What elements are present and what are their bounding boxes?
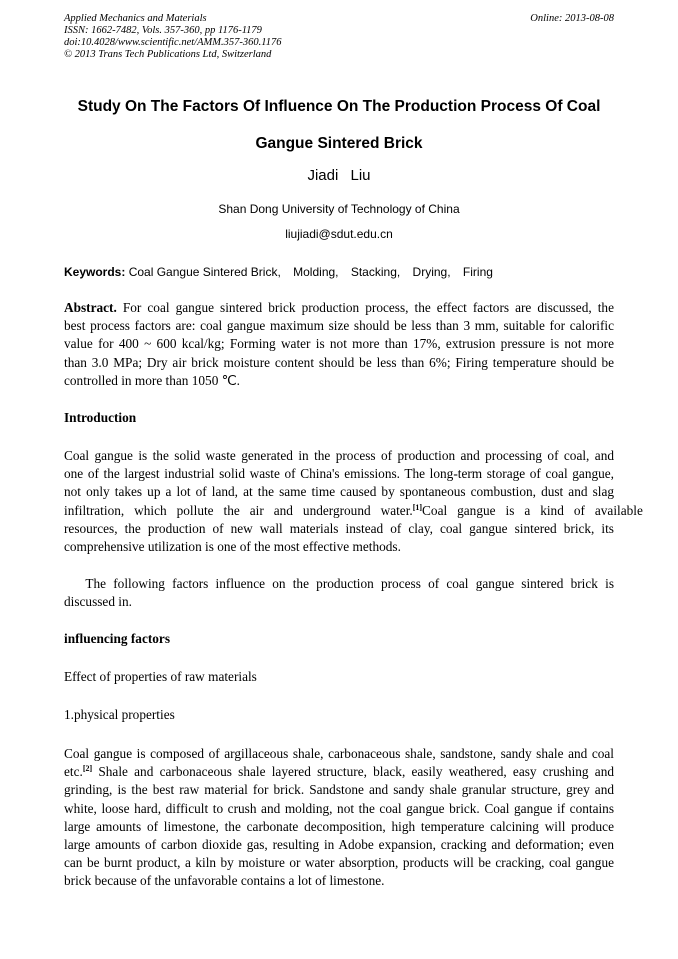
paragraph-line: The following factors influence on the production process of coal gangue sintered brick is — [64, 576, 614, 591]
abstract-line: than 3.0 MPa; Dry air brick moisture content should be less than 6%; Firing temperature should be — [64, 354, 614, 370]
abstract-paragraph — [64, 299, 614, 390]
keyword: Firing — [462, 265, 493, 279]
abstract-line: value for 400 ~ 600 kcal/kg; Forming water is not more than 17%, extrusion pressure is not more — [64, 336, 614, 352]
paragraph-line: brick because of the unfavorable contains a lot of limestone. — [64, 873, 385, 889]
paragraph-line: grinding, is the best raw material for brick. Sandstone and sandy shale granular structure, grey and — [64, 782, 614, 798]
author-affiliation: Shan Dong University of Technology of China — [218, 202, 460, 216]
paper-title — [40, 88, 638, 162]
keyword: Stacking, — [350, 265, 401, 279]
abstract-label: Abstract. — [64, 300, 117, 315]
intro-paragraph-1 — [64, 447, 643, 556]
line-text: Shale and carbonaceous shale layered structure, black, easily weathered, easy crushing and — [92, 764, 614, 780]
subsection-physical-properties: 1.physical properties — [64, 707, 175, 722]
keyword: Molding, — [293, 265, 339, 279]
abstract-line — [64, 299, 614, 317]
keyword: Coal Gangue Sintered Brick, — [128, 265, 281, 279]
physical-properties-paragraph — [64, 745, 614, 891]
paragraph-line: Coal gangue is composed of argillaceous shale, carbonaceous shale, sandstone, sandy shale and coal — [64, 746, 614, 761]
paragraph-line: white, loose hard, difficult to crush and molding, not the coal gangue brick. Coal gangue if contains — [64, 800, 614, 816]
citation-ref: [1] — [412, 502, 423, 512]
paragraph-line — [64, 502, 643, 520]
subsection-raw-materials: Effect of properties of raw materials — [64, 669, 257, 684]
section-heading-introduction: Introduction — [64, 410, 137, 425]
keywords-line — [64, 265, 614, 279]
keyword: Drying, — [412, 265, 451, 279]
paragraph-line — [64, 763, 614, 781]
abstract-line: best process factors are: coal gangue maximum size should be less than 3 mm, suitable for calorific — [64, 318, 614, 334]
doi-line: doi:10.4028/www.scientific.net/AMM.357-360.1176 — [64, 37, 282, 48]
author-name: Jiadi Liu — [307, 167, 371, 184]
line-text: infiltration, which pollute the air and underground water. — [64, 502, 413, 518]
title-line-1: Study On The Factors Of Influence On The Production Process Of Coal — [77, 98, 601, 115]
paragraph-line: large amounts of limestone, the carbonate decomposition, high temperature calcining will produce — [64, 818, 614, 834]
author-email: liujiadi@sdut.edu.cn — [285, 227, 393, 241]
issn-line: ISSN: 1662-7482, Vols. 357-360, pp 1176-1179 — [64, 25, 262, 36]
line-text: etc. — [64, 764, 83, 780]
abstract-line: controlled in more than 1050 ℃. — [64, 372, 240, 388]
online-date: Online: 2013-08-08 — [530, 13, 614, 24]
paragraph-line: not only takes up a lot of land, at the same time caused by spontaneous combustion, dust and slag — [64, 484, 614, 500]
copyright-line: © 2013 Trans Tech Publications Ltd, Switzerland — [64, 49, 272, 60]
title-line-2: Gangue Sintered Brick — [255, 135, 423, 152]
journal-name: Applied Mechanics and Materials — [64, 13, 207, 24]
journal-info — [64, 13, 464, 61]
line-text: Coal gangue is a kind of available — [422, 502, 643, 518]
section-heading-influencing-factors: influencing factors — [64, 631, 170, 646]
paragraph-line: comprehensive utilization is one of the most effective methods. — [64, 538, 401, 554]
paragraph-line: discussed in. — [64, 594, 132, 610]
paragraph-line: one of the largest industrial solid waste of China's emissions. The long-term storage of coal gangue, — [64, 466, 614, 482]
citation-ref: [2] — [82, 764, 93, 774]
abstract-line-text: For coal gangue sintered brick production process, the effect factors are discussed, the — [116, 300, 614, 315]
intro-paragraph-2 — [64, 575, 614, 611]
paragraph-line: resources, the production of new wall materials instead of clay, coal gangue sintered brick, its — [64, 520, 614, 536]
paragraph-line: large amounts of carbon dioxide gas, resulting in Adobe expansion, cracking and deformation; even — [64, 836, 614, 852]
paragraph-line: can be burnt product, a kiln by moisture or water absorption, products will be cracking, coal gangue — [64, 855, 614, 871]
paragraph-line: Coal gangue is the solid waste generated in the process of production and processing of coal, and — [64, 448, 614, 463]
keywords-label: Keywords: — [64, 265, 126, 279]
